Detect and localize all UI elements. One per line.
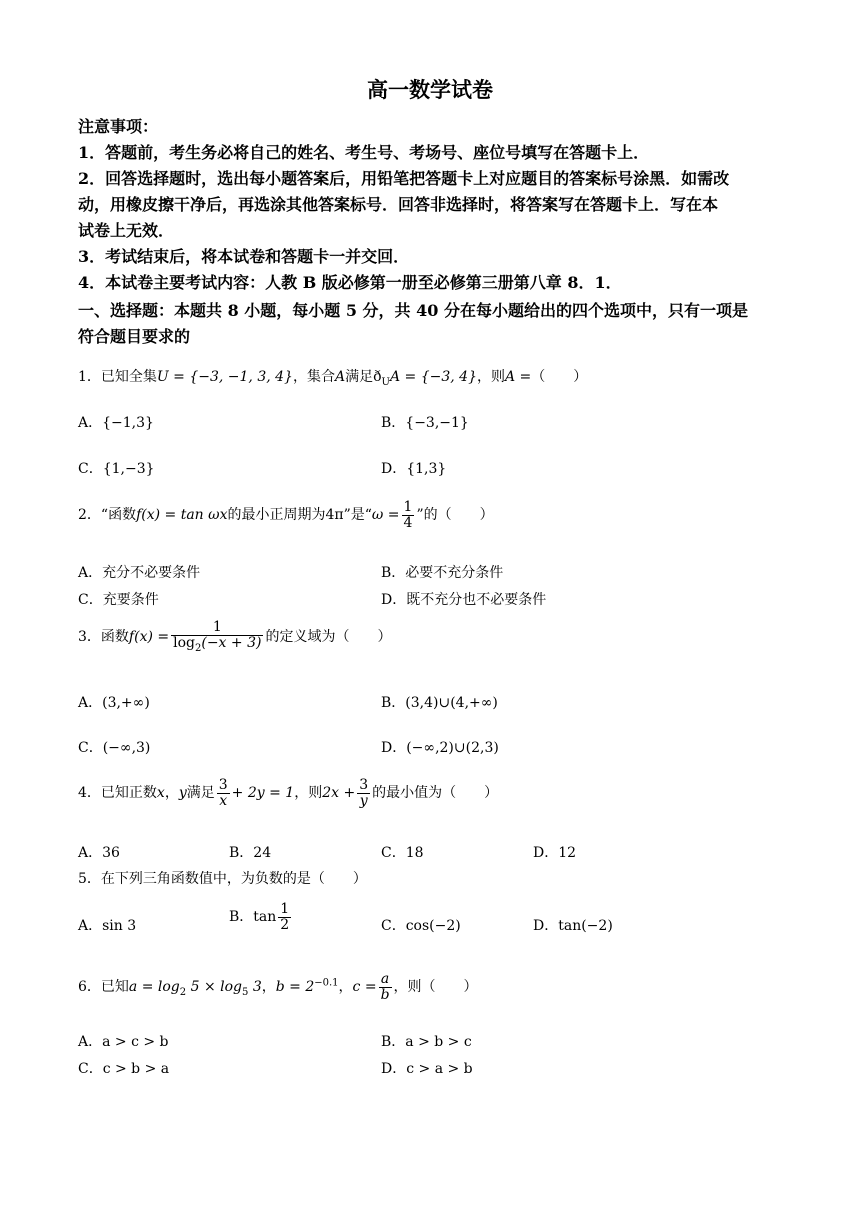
q5-optb-den: 2	[280, 916, 290, 933]
q3-log-arg: (−x + 3)	[201, 634, 262, 651]
q3-option-d: D．(−∞,2)∪(2,3)	[381, 740, 499, 756]
q4-f1-den: x	[219, 792, 228, 809]
q1-math-u: U = {−3, −1, 3, 4}	[156, 369, 293, 385]
q2-frac-den: 4	[403, 514, 413, 531]
q3-option-b: B．(3,4)∪(4,+∞)	[381, 695, 498, 711]
q4-text-a: 4．已知正数	[78, 785, 157, 802]
q5-option-d: D．tan(−2)	[533, 918, 613, 934]
q1-text-d: ，则	[476, 369, 505, 385]
q3-log-base: 2	[194, 642, 202, 654]
q1-option-c: C．{1,−3}	[78, 461, 155, 477]
page-title: 高一数学试卷	[367, 77, 493, 102]
q6-frac-den: b	[380, 986, 390, 1003]
q3-frac-den	[171, 636, 263, 654]
q4-math-expr: 2x +	[322, 785, 356, 802]
q1-math-set: A = {−3, 4}	[389, 369, 477, 385]
q4-f1-num: 3	[218, 777, 228, 793]
q4-text-d: ，则	[294, 785, 323, 802]
q2-math-f: f(x) = tan ωx	[136, 507, 228, 524]
question-4-stem	[78, 778, 498, 808]
q5-option-b-fraction	[278, 902, 291, 932]
q6-text-d: ，则（ ）	[393, 979, 478, 996]
question-3-stem	[78, 620, 391, 654]
q6-option-a: A．a > c > b	[78, 1034, 169, 1050]
q4-math-y: y	[178, 785, 187, 802]
question-6-stem	[78, 972, 478, 1002]
q4-f2-den: y	[359, 792, 368, 809]
q1-text-a: 1．已知全集	[78, 369, 157, 385]
q4-option-d: D．12	[533, 845, 577, 861]
q2-fraction	[402, 500, 415, 530]
q6-math-a1: a = log	[128, 979, 180, 996]
q1-option-b: B．{−3,−1}	[381, 415, 469, 431]
q1-math-a: A	[334, 369, 346, 385]
q2-math-period: 4π	[325, 507, 344, 524]
q2-option-c: C．充要条件	[78, 592, 159, 608]
section-heading-cont: 符合题目要求的	[78, 327, 191, 346]
q3-fraction	[171, 620, 263, 654]
q3-text-a: 3．函数	[78, 629, 129, 645]
q1-complement-sub: U	[381, 376, 390, 388]
notice-item-4: 4．本试卷主要考试内容：人教 B 版必修第一册至必修第三册第八章 8．1．	[78, 273, 622, 292]
q3-text-b: 的定义域为（ ）	[265, 629, 392, 645]
q6-math-c: c =	[352, 979, 377, 996]
q5-option-b-label: B．tan	[229, 909, 277, 926]
notice-heading: 注意事项：	[78, 117, 159, 136]
q6-exponent: −0.1	[314, 977, 339, 989]
question-2-stem	[78, 500, 494, 530]
question-5-stem: 5．在下列三角函数值中，为负数的是（ ）	[78, 871, 367, 887]
q4-fraction-1	[217, 778, 230, 808]
q3-option-a: A．(3,+∞)	[78, 695, 150, 711]
q3-option-c: C．(−∞,3)	[78, 740, 151, 756]
question-1-stem	[78, 366, 587, 388]
q5-option-a: A．sin 3	[78, 918, 137, 934]
notice-item-2-cont: 动，用橡皮擦干净后，再选涂其他答案标号．回答非选择时，将答案写在答题卡上．写在本	[78, 195, 719, 214]
q6-math-b: b = 2	[275, 979, 315, 996]
notice-item-3: 3．考试结束后，将本试卷和答题卡一并交回．	[78, 247, 410, 266]
q4-math-eq: + 2y = 1	[231, 785, 295, 802]
q6-fraction	[379, 972, 392, 1002]
q4-math-x: x	[156, 785, 165, 802]
q6-option-d: D．c > a > b	[381, 1061, 473, 1077]
q2-text-d: ”的（ ）	[416, 507, 494, 524]
q2-option-a: A．充分不必要条件	[78, 565, 201, 581]
q2-text-a: 2．“函数	[78, 507, 137, 524]
q2-frac-num: 1	[403, 499, 413, 515]
q4-option-a: A．36	[78, 845, 120, 861]
q4-f2-num: 3	[359, 777, 369, 793]
q2-option-b: B．必要不充分条件	[381, 565, 504, 581]
q2-text-c: ”是“	[343, 507, 372, 524]
q5-optb-num: 1	[280, 901, 290, 917]
q2-math-omega: ω =	[371, 507, 400, 524]
q3-math-f: f(x) =	[128, 629, 170, 645]
q5-option-b	[229, 902, 293, 932]
notice-item-2: 2．回答选择题时，选出每小题答案后，用铅笔把答题卡上对应题目的答案标号涂黑．如需改	[78, 169, 730, 188]
q1-option-a: A．{−1,3}	[78, 415, 154, 431]
q6-text-a: 6．已知	[78, 979, 129, 996]
q6-text-b: ，	[261, 979, 276, 996]
q4-text-c: 满足	[186, 785, 215, 802]
notice-item-2-end: 试卷上无效．	[78, 221, 175, 240]
q6-option-c: C．c > b > a	[78, 1061, 170, 1077]
q2-text-b: 的最小正周期为	[227, 507, 326, 524]
q2-option-d: D．既不充分也不必要条件	[381, 592, 547, 608]
q6-frac-num: a	[379, 972, 392, 988]
q1-text-c: 满足	[345, 369, 374, 385]
q6-math-a2: 5 × log	[186, 979, 243, 996]
notice-item-1: 1．答题前，考生务必将自己的姓名、考生号、考场号、座位号填写在答题卡上．	[78, 143, 650, 162]
q4-fraction-2	[357, 778, 370, 808]
q4-option-c: C．18	[381, 845, 424, 861]
q6-text-c: ，	[338, 979, 353, 996]
q5-option-c: C．cos(−2)	[381, 918, 461, 934]
q1-text-b: ，集合	[292, 369, 335, 385]
q1-math-ans: A =	[504, 369, 532, 385]
q6-log-base-1: 2	[179, 986, 187, 998]
q1-complement-symbol: ð	[373, 369, 382, 385]
q1-paren: （ ）	[531, 369, 588, 385]
q6-math-a3: 3	[248, 979, 262, 996]
q6-log-base-2: 5	[242, 986, 249, 998]
q4-text-e: 的最小值为（ ）	[372, 785, 499, 802]
q1-option-d: D．{1,3}	[381, 461, 447, 477]
section-heading: 一、选择题：本题共 8 小题，每小题 5 分，共 40 分在每小题给出的四个选项中，只有一项是	[78, 301, 748, 320]
q4-option-b: B．24	[229, 845, 272, 861]
q3-log: log	[173, 634, 195, 651]
q4-text-b: ，	[164, 785, 179, 802]
q3-frac-num: 1	[171, 620, 263, 636]
q6-option-b: B．a > b > c	[381, 1034, 472, 1050]
